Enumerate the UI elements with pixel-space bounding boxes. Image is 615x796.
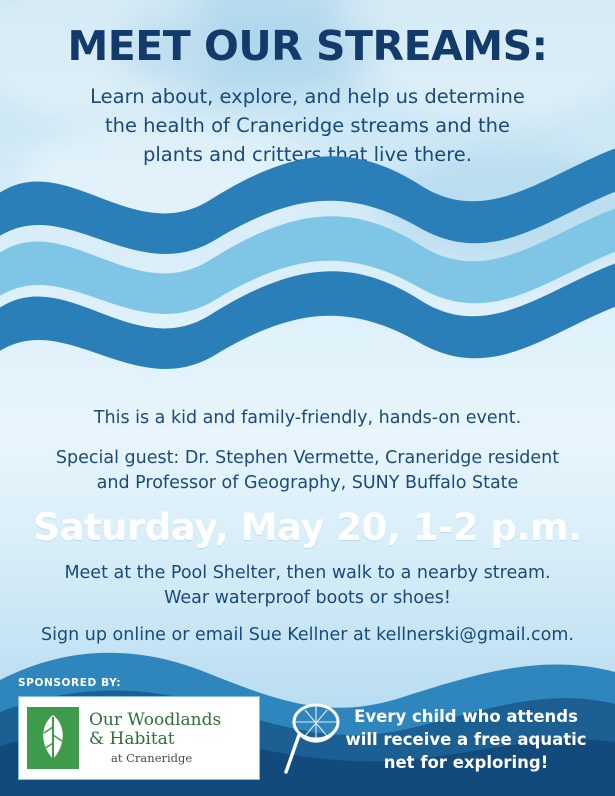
leaf-icon: [27, 707, 79, 769]
special-guest-line-2: and Professor of Geography, SUNY Buffalo State: [96, 473, 519, 493]
sponsor-name-line-2: & Habitat: [89, 729, 175, 750]
sponsor-name-line-1: Our Woodlands: [89, 710, 222, 731]
sponsor-name-block: [89, 711, 221, 765]
event-details: [0, 408, 615, 645]
special-guest-line-1: Special guest: Dr. Stephen Vermette, Craneridge resident: [55, 448, 560, 468]
subheadline-line-2: the health of Craneridge streams and the: [104, 114, 511, 137]
free-net-blurb: [335, 705, 597, 774]
free-net-blurb-line-1: Every child who attends: [354, 707, 578, 726]
signup-contact-line: Sign up online or email Sue Kellner at kellnerski@gmail.com.: [41, 625, 574, 645]
stream-wave-graphic: [0, 140, 615, 410]
poster-headline: MEET OUR STREAMS:: [67, 22, 548, 70]
special-guest-block: [0, 446, 615, 496]
meeting-location-block: [0, 561, 615, 611]
event-date-time: Saturday, May 20, 1-2 p.m.: [33, 506, 582, 549]
free-net-blurb-line-3: net for exploring!: [383, 753, 549, 772]
sponsor-logo-card: [18, 696, 260, 780]
sponsor-name-line-3: at Craneridge: [111, 751, 193, 766]
subheadline-line-3: plants and critters that live there.: [143, 143, 472, 166]
sponsored-by-label: SPONSORED BY:: [18, 677, 122, 689]
subheadline-line-1: Learn about, explore, and help us determine: [90, 85, 525, 108]
meeting-location-line-1: Meet at the Pool Shelter, then walk to a nearby stream.: [64, 563, 551, 583]
meeting-location-line-2: Wear waterproof boots or shoes!: [164, 588, 451, 608]
kid-friendly-line: This is a kid and family-friendly, hands-on event.: [93, 408, 522, 428]
free-net-blurb-line-2: will receive a free aquatic: [345, 730, 587, 749]
